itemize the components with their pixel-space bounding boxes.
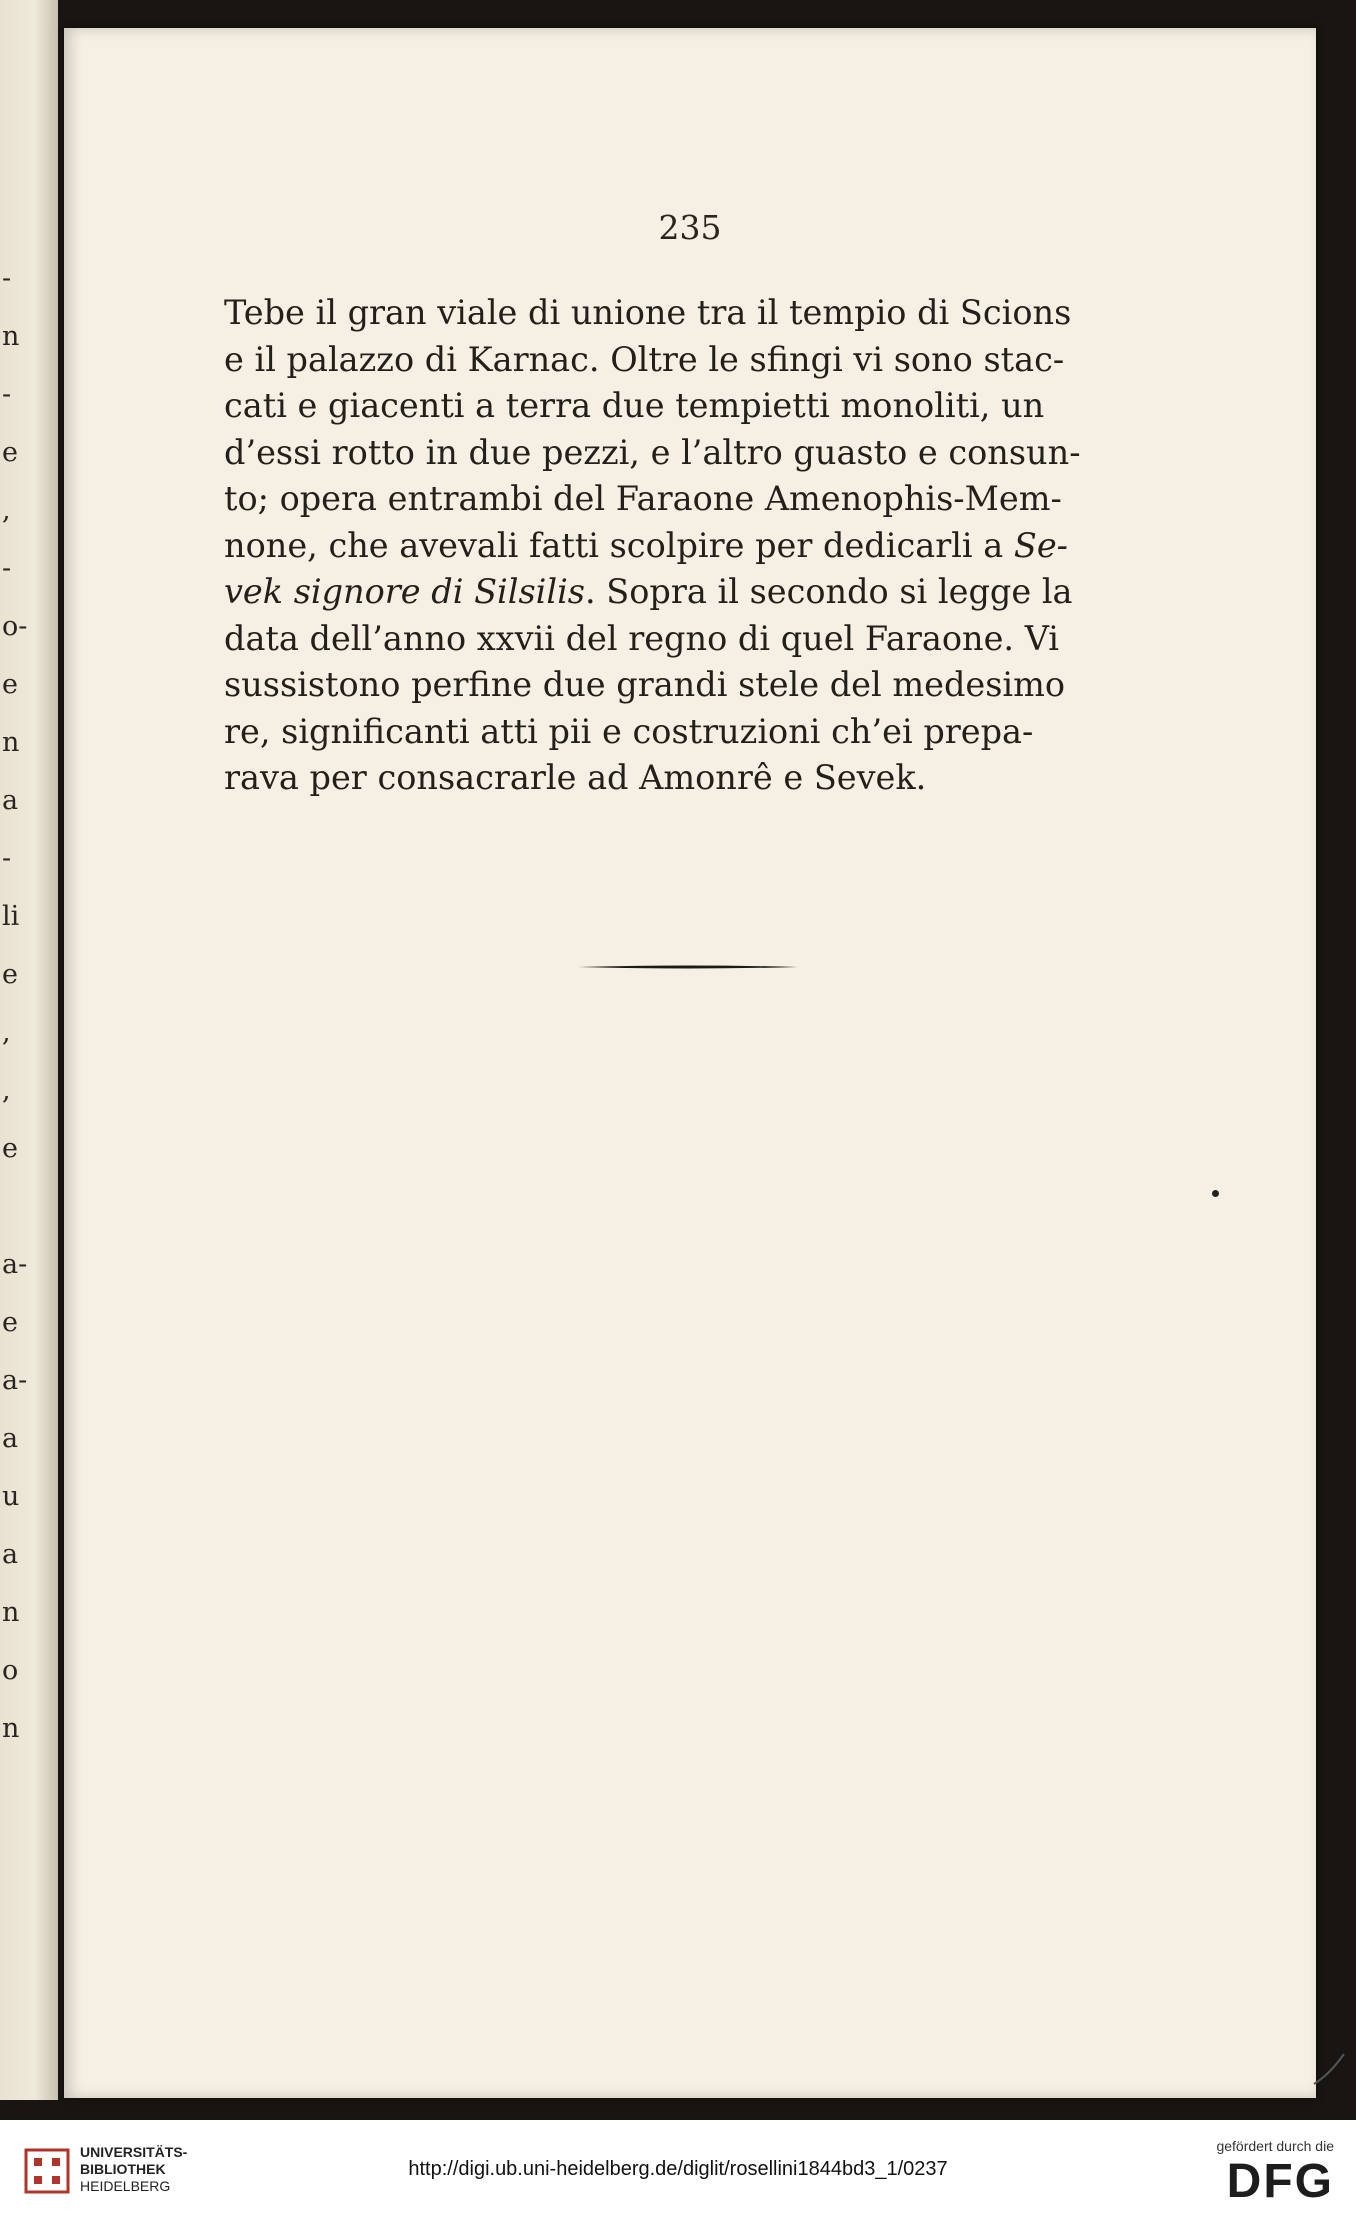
previous-page-char: , bbox=[2, 1075, 11, 1106]
funding-label: gefördert durch die bbox=[1216, 2138, 1334, 2154]
previous-page-char: e bbox=[2, 1307, 18, 1338]
previous-page-char: n bbox=[2, 1713, 20, 1744]
previous-page-char: n bbox=[2, 321, 20, 352]
previous-page-char: n bbox=[2, 727, 20, 758]
text-line: re, significanti atti pii e costruzioni ch’ei prepa- bbox=[224, 711, 1034, 751]
text-line: e il palazzo di Karnac. Oltre le sfingi vi sono stac- bbox=[224, 339, 1065, 379]
previous-page-char: n bbox=[2, 1597, 20, 1628]
previous-page-char: a- bbox=[2, 1249, 28, 1280]
text-line bbox=[224, 569, 1073, 616]
previous-page-char: e bbox=[2, 1133, 18, 1164]
text-line: to; opera entrambi del Faraone Amenophis-Mem- bbox=[224, 479, 1062, 518]
previous-page-char: li bbox=[2, 901, 20, 932]
previous-page-char: - bbox=[2, 843, 12, 874]
text-line bbox=[224, 523, 1069, 570]
text-segment: none, che avevali fatti scolpire per dedicarli a bbox=[224, 525, 1014, 565]
previous-page-char: , bbox=[2, 495, 11, 526]
previous-page-char: o bbox=[2, 1655, 19, 1686]
page-number: 235 bbox=[658, 208, 722, 247]
previous-page-char: e bbox=[2, 669, 18, 700]
text-line: cati e giacenti a terra due tempietti monoliti, un bbox=[224, 386, 1045, 425]
corner-mark-icon bbox=[1310, 2048, 1350, 2088]
institution-line: HEIDELBERG bbox=[80, 2178, 171, 2194]
text-line: data dell’anno xxvii del regno di quel Faraone. Vi bbox=[224, 618, 1060, 658]
permalink-url[interactable]: http://digi.ub.uni-heidelberg.de/diglit/rosellini1844bd3_1/0237 bbox=[408, 2158, 948, 2180]
previous-page-char: a bbox=[2, 785, 19, 816]
italic-segment: Se- bbox=[1013, 525, 1069, 565]
institution-line: UNIVERSITÄTS- bbox=[80, 2144, 188, 2160]
previous-page-char: a- bbox=[2, 1365, 28, 1396]
text-line: rava per consacrarle ad Amonrê e Sevek. bbox=[224, 758, 927, 797]
previous-page-char: - bbox=[2, 263, 12, 294]
previous-page-char bbox=[0, 1178, 20, 1236]
previous-page-char: a bbox=[2, 1539, 19, 1570]
previous-page-edge bbox=[0, 0, 58, 2100]
section-divider bbox=[578, 964, 798, 970]
book-page bbox=[64, 28, 1316, 2098]
previous-page-text bbox=[0, 250, 28, 1758]
italic-segment: vek signore di Silsilis bbox=[224, 572, 585, 611]
previous-page-char: e bbox=[2, 959, 18, 990]
ink-dot bbox=[1212, 1190, 1219, 1197]
text-line: sussistono perfine due grandi stele del medesimo bbox=[224, 665, 1066, 704]
dfg-logo-icon: DFG bbox=[1226, 2155, 1334, 2208]
previous-page-char: e bbox=[2, 437, 18, 468]
previous-page-char: - bbox=[2, 379, 12, 410]
footer-bar bbox=[0, 2120, 1356, 2216]
institution-line: BIBLIOTHEK bbox=[80, 2161, 166, 2177]
body-text bbox=[224, 290, 1081, 802]
previous-page-char: o- bbox=[2, 611, 28, 642]
previous-page-char: u bbox=[2, 1481, 20, 1512]
previous-page-char: - bbox=[2, 553, 12, 584]
text-segment: . Sopra il secondo si legge la bbox=[585, 572, 1073, 611]
text-line: d’essi rotto in due pezzi, e l’altro guasto e consun- bbox=[224, 432, 1081, 472]
previous-page-char: , bbox=[2, 1017, 11, 1048]
previous-page-char: a bbox=[2, 1423, 19, 1454]
text-line: Tebe il gran viale di unione tra il tempio di Scions bbox=[224, 293, 1072, 332]
